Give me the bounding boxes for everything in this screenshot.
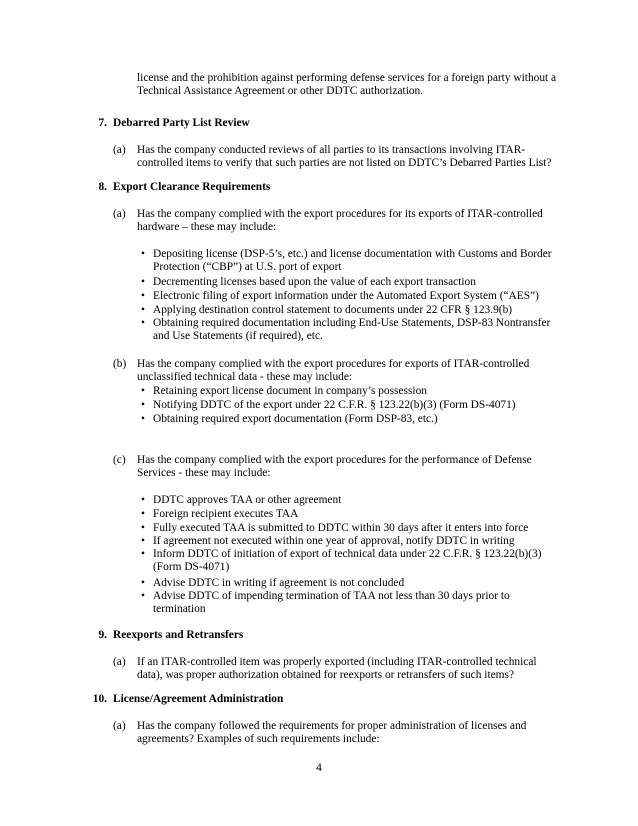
- bullet-icon: •: [141, 385, 145, 397]
- item-label: (a): [113, 720, 126, 732]
- section-title: Reexports and Retransfers: [113, 629, 244, 641]
- bullet-text-line: (Form DS-4071): [153, 561, 230, 573]
- bullet-text-line: Notifying DDTC of the export under 22 C.F.R. § 123.22(b)(3) (Form DS-4071): [153, 399, 516, 411]
- continuation-text-line: license and the prohibition against performing defense services for a foreign party without a: [137, 72, 557, 84]
- item-label: (a): [113, 144, 126, 156]
- bullet-text-line: Fully executed TAA is submitted to DDTC within 30 days after it enters into force: [153, 522, 529, 534]
- bullet-icon: •: [141, 413, 145, 425]
- item-question-line: agreements? Examples of such requirements include:: [137, 733, 380, 745]
- bullet-text-line: DDTC approves TAA or other agreement: [153, 494, 342, 506]
- item-question-line: Has the company complied with the export procedures for the performance of Defense: [137, 454, 532, 466]
- item-label: (a): [113, 656, 126, 668]
- bullet-text-line: If agreement not executed within one year of approval, notify DDTC in writing: [153, 535, 515, 547]
- bullet-icon: •: [141, 248, 145, 260]
- bullet-icon: •: [141, 276, 145, 288]
- bullet-text-line: Foreign recipient executes TAA: [153, 508, 299, 520]
- bullet-text-line: Obtaining required documentation including End-Use Statements, DSP-83 Nontransfer: [153, 317, 551, 329]
- bullet-icon: •: [141, 508, 145, 520]
- bullet-text-line: Inform DDTC of initiation of export of technical data under 22 C.F.R. § 123.22(b)(3): [153, 548, 542, 560]
- bullet-icon: •: [141, 317, 145, 329]
- section-title: License/Agreement Administration: [113, 693, 284, 705]
- item-label: (a): [113, 208, 126, 220]
- bullet-text-line: Electronic filing of export information under the Automated Export System (“AES”): [153, 290, 539, 302]
- bullet-text-line: termination: [153, 603, 206, 615]
- bullet-text-line: Obtaining required export documentation (Form DSP-83, etc.): [153, 413, 438, 425]
- section-number: 7.: [98, 117, 107, 129]
- item-question-line: Has the company complied with the export procedures for exports of ITAR-controlled: [137, 358, 530, 370]
- bullet-text-line: and Use Statements (if required), etc.: [153, 330, 323, 342]
- section-title: Export Clearance Requirements: [113, 181, 271, 193]
- item-question-line: Has the company conducted reviews of all parties to its transactions involving ITAR-: [137, 144, 526, 156]
- bullet-icon: •: [141, 577, 145, 589]
- section-number: 10.: [92, 693, 107, 705]
- item-question-line: Has the company complied with the export procedures for its exports of ITAR-controlled: [137, 208, 543, 220]
- item-question-line: If an ITAR-controlled item was properly exported (including ITAR-controlled technical: [137, 656, 537, 668]
- bullet-text-line: Advise DDTC in writing if agreement is not concluded: [153, 577, 405, 589]
- bullet-text-line: Applying destination control statement to documents under 22 CFR § 123.9(b): [153, 304, 513, 316]
- continuation-text-line: Technical Assistance Agreement or other DDTC authorization.: [137, 85, 424, 97]
- item-question-line: unclassified technical data - these may include:: [137, 371, 353, 383]
- section-title: Debarred Party List Review: [113, 117, 250, 129]
- item-question-line: controlled items to verify that such parties are not listed on DDTC’s Debarred Parties List?: [137, 157, 552, 169]
- bullet-text-line: Retaining export license document in company’s possession: [153, 385, 427, 397]
- bullet-icon: •: [141, 494, 145, 506]
- section-number: 9.: [98, 629, 107, 641]
- bullet-text-line: Protection (“CBP”) at U.S. port of export: [153, 261, 342, 273]
- item-question-line: Services - these may include:: [137, 467, 271, 479]
- bullet-text-line: Advise DDTC of impending termination of TAA not less than 30 days prior to: [153, 590, 510, 602]
- bullet-icon: •: [141, 535, 145, 547]
- bullet-text-line: Decrementing licenses based upon the value of each export transaction: [153, 276, 476, 288]
- bullet-icon: •: [141, 290, 145, 302]
- section-number: 8.: [98, 181, 107, 193]
- item-label: (b): [113, 358, 127, 370]
- bullet-icon: •: [141, 399, 145, 411]
- item-question-line: Has the company followed the requirements for proper administration of licenses and: [137, 720, 527, 732]
- page-number: 4: [316, 762, 322, 774]
- bullet-icon: •: [141, 590, 145, 602]
- item-question-line: hardware – these may include:: [137, 221, 277, 233]
- item-question-line: data), was proper authorization obtained for reexports or retransfers of such items?: [137, 669, 515, 681]
- bullet-icon: •: [141, 304, 145, 316]
- bullet-text-line: Depositing license (DSP-5’s, etc.) and license documentation with Customs and Border: [153, 248, 552, 260]
- item-label: (c): [113, 454, 126, 466]
- bullet-icon: •: [141, 522, 145, 534]
- bullet-icon: •: [141, 548, 145, 560]
